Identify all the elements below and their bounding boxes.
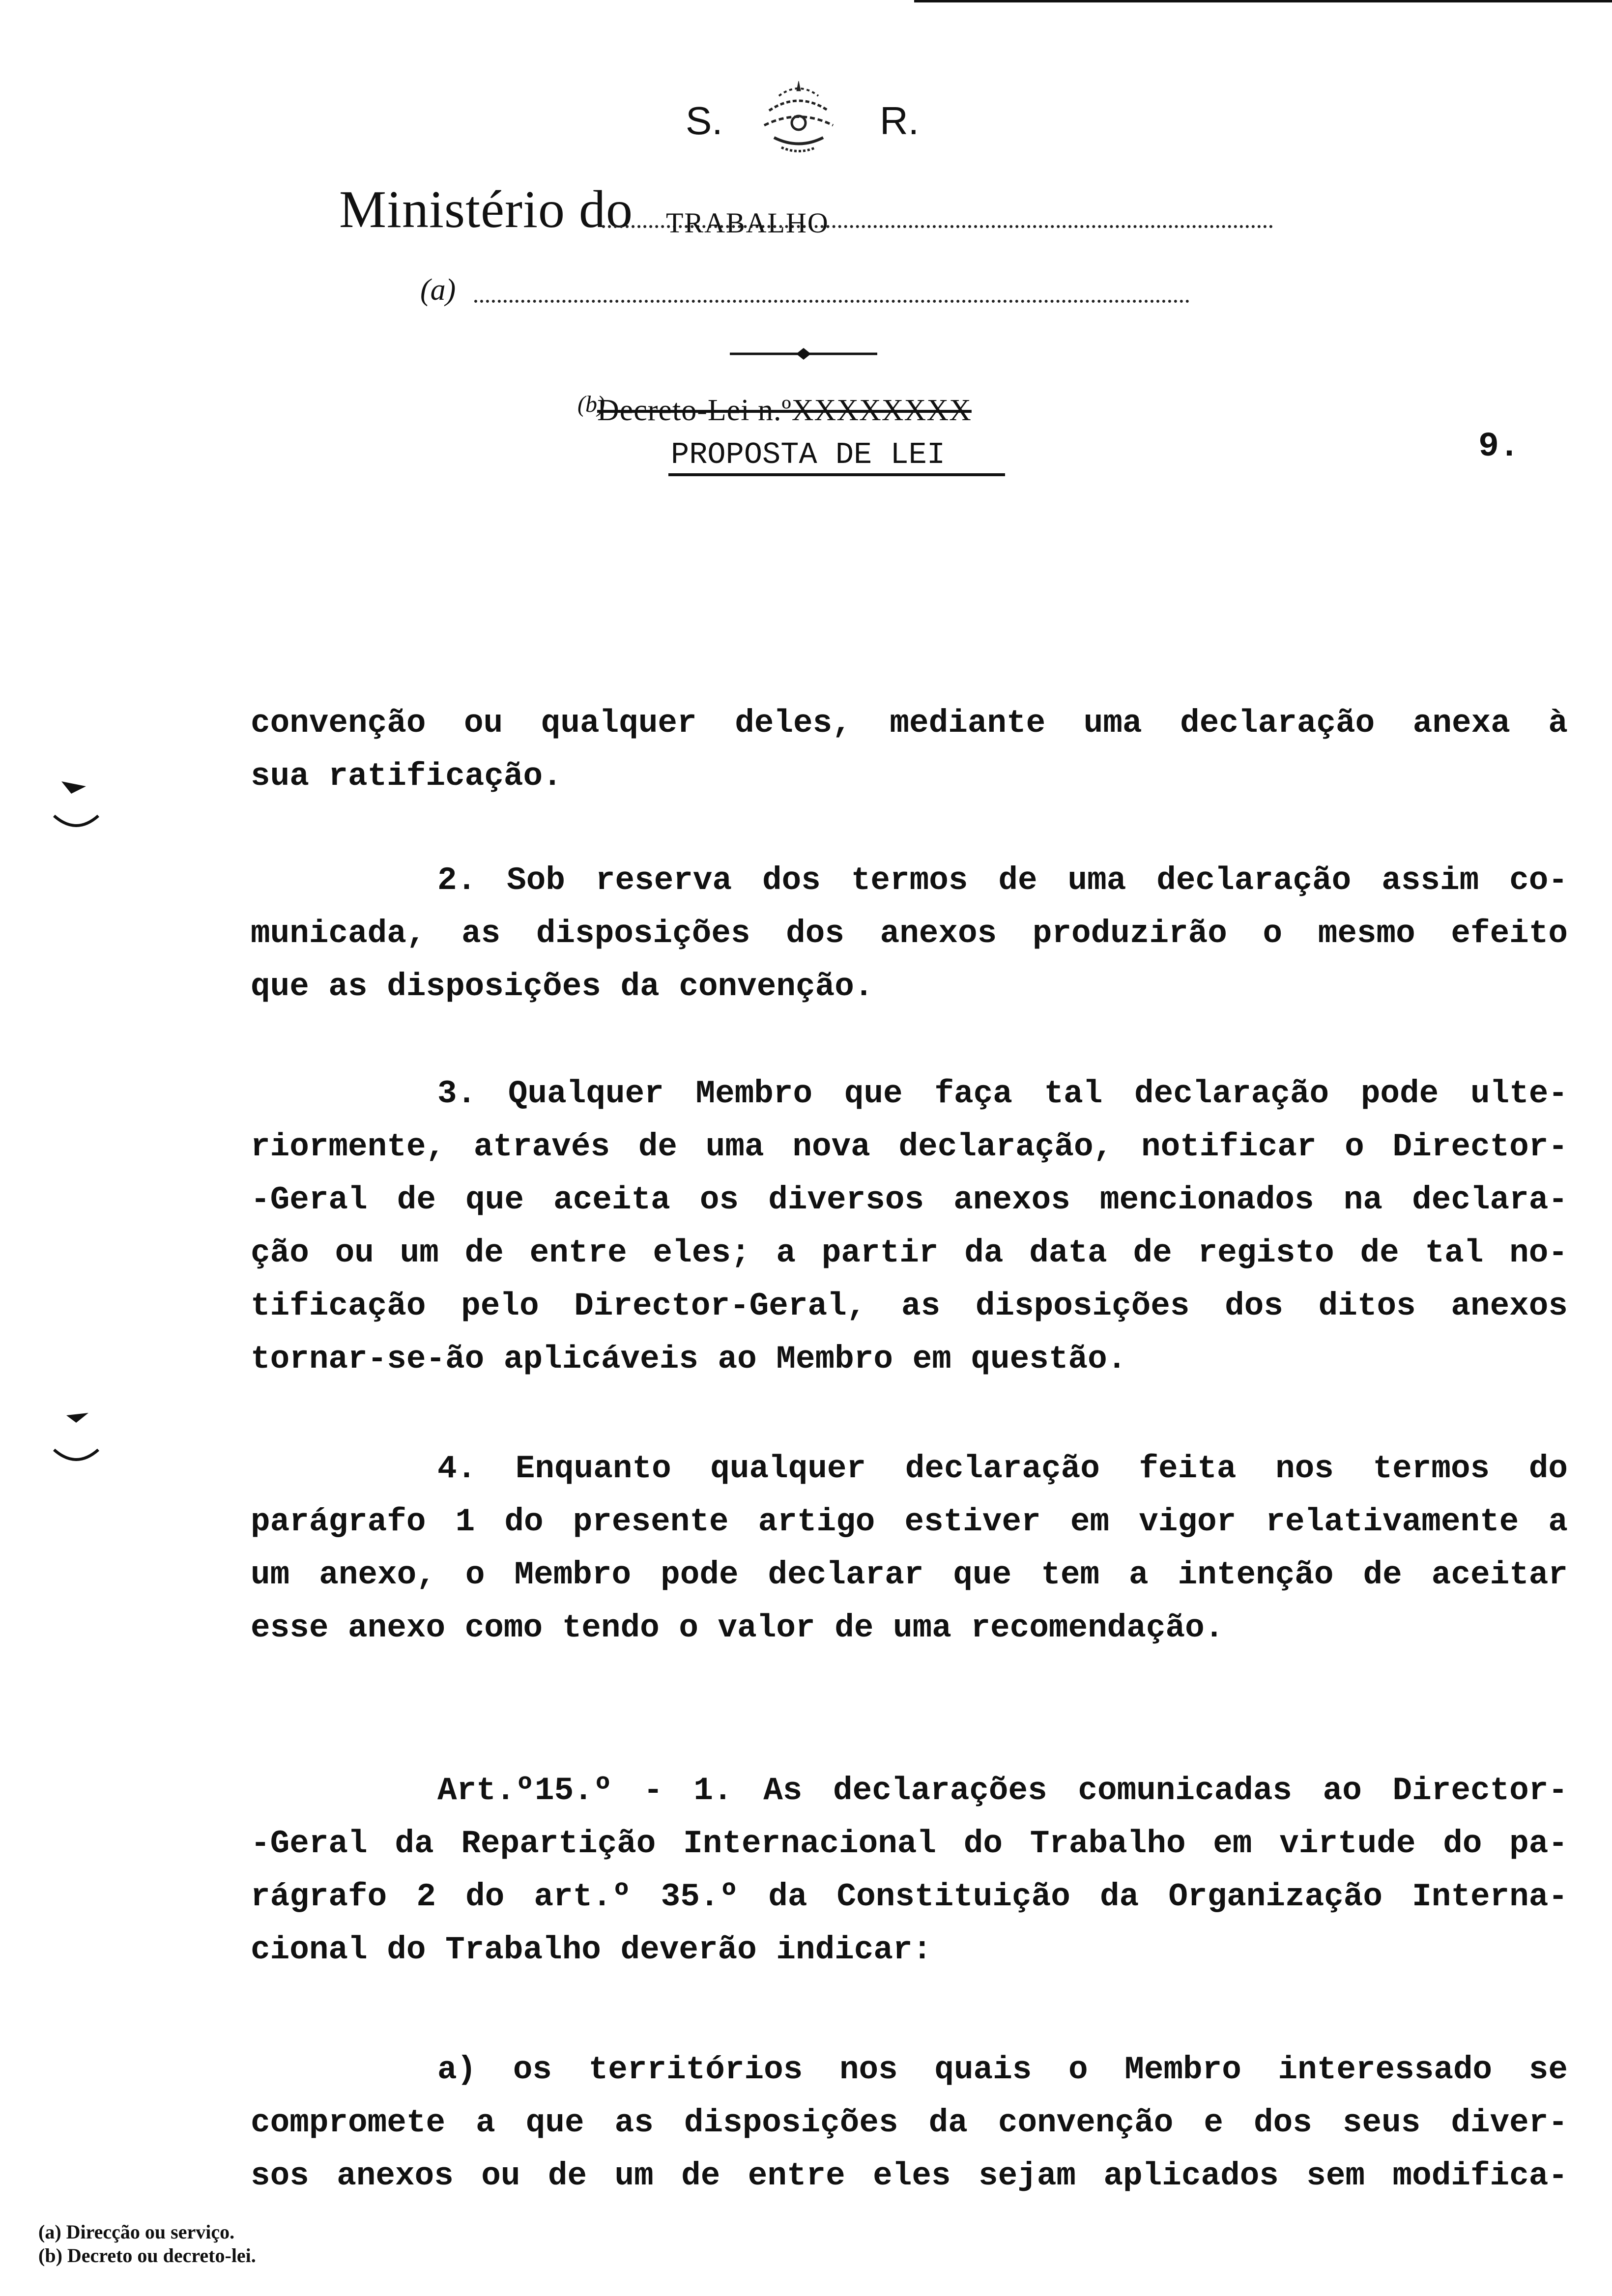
text-line: rágrafo 2 do art.º 35.º da Constituição da Organização Interna-: [251, 1878, 1568, 1915]
paragraph-2: [251, 854, 1568, 1013]
field-a-dotted-line: [474, 300, 1189, 303]
ministry-label: Ministério do: [339, 180, 633, 239]
text-line: convenção ou qualquer deles, mediante uma declaração anexa à: [251, 705, 1568, 742]
text-line: sua ratificação.: [251, 758, 562, 795]
footnote-b: (b) Decreto ou decreto-lei.: [38, 2244, 256, 2267]
paragraph-3: [251, 1067, 1568, 1386]
text-line: 3. Qualquer Membro que faça tal declaração pode ulte-: [437, 1075, 1568, 1112]
field-b-label: (b): [577, 391, 605, 417]
text-line: tornar-se-ão aplicáveis ao Membro em questão.: [251, 1341, 1127, 1378]
coat-of-arms-icon: [745, 76, 853, 155]
margin-tick-icon: [47, 1401, 106, 1469]
paragraph-1: [251, 697, 1568, 803]
diamond-divider-icon: [730, 344, 877, 364]
text-line: sos anexos ou de um de entre eles sejam aplicados sem modifica-: [251, 2157, 1568, 2194]
text-line: que as disposições da convenção.: [251, 968, 874, 1005]
ministry-value: TRABALHO: [666, 207, 829, 239]
text-line: 2. Sob reserva dos termos de uma declaração assim co-: [437, 862, 1568, 899]
footnote-a: (a) Direcção ou serviço.: [38, 2221, 235, 2243]
paragraph-4: [251, 1442, 1568, 1655]
article-15-paragraph: [251, 1764, 1568, 1977]
header-letter-r: R.: [880, 99, 919, 143]
text-line: cional do Trabalho deverão indicar:: [251, 1931, 932, 1968]
text-line: -Geral de que aceita os diversos anexos mencionados na declara-: [251, 1181, 1568, 1218]
heading-underline: [668, 473, 1005, 476]
margin-tick-icon: [47, 767, 106, 835]
text-line: tificação pelo Director-Geral, as disposições dos ditos anexos: [251, 1288, 1568, 1324]
text-line: municada, as disposições dos anexos produzirão o mesmo efeito: [251, 915, 1568, 952]
text-line: um anexo, o Membro pode declarar que tem a intenção de aceitar: [251, 1556, 1568, 1593]
document-heading: PROPOSTA DE LEI: [671, 437, 946, 472]
item-a-paragraph: [251, 2043, 1568, 2203]
top-edge-rule: [914, 0, 1612, 2]
header-letter-s: S.: [686, 99, 723, 143]
struck-decree-text: Decreto-Lei n.ºXXXXXXXX: [597, 394, 972, 427]
field-a-label: (a): [420, 273, 456, 307]
page-number: 9.: [1478, 428, 1520, 466]
text-line: Art.º15.º - 1. As declarações comunicadas ao Director-: [437, 1772, 1568, 1809]
text-line: -Geral da Repartição Internacional do Trabalho em virtude do pa-: [251, 1825, 1568, 1862]
text-line: esse anexo como tendo o valor de uma recomendação.: [251, 1609, 1224, 1646]
text-line: riormente, através de uma nova declaração, notificar o Director-: [251, 1128, 1568, 1165]
text-line: 4. Enquanto qualquer declaração feita nos termos do: [437, 1450, 1568, 1487]
text-line: ção ou um de entre eles; a partir da data de registo de tal no-: [251, 1234, 1568, 1271]
text-line: parágrafo 1 do presente artigo estiver em vigor relativamente a: [251, 1503, 1568, 1540]
text-line: a) os territórios nos quais o Membro interessado se: [437, 2051, 1568, 2088]
text-line: compromete a que as disposições da convenção e dos seus diver-: [251, 2104, 1568, 2141]
